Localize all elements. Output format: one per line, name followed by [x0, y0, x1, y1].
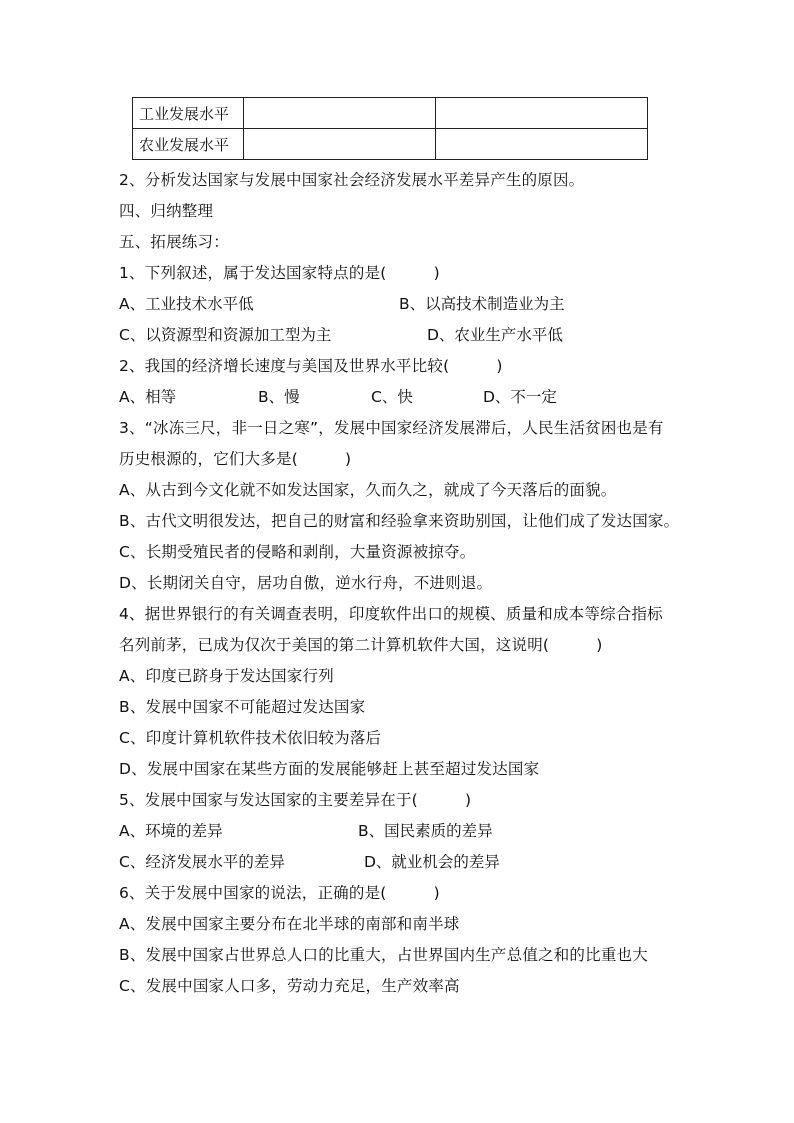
question-6-option-a: A、发展中国家主要分布在北半球的南部和南半球 [119, 915, 460, 933]
comparison-table [132, 97, 648, 160]
table-row [133, 98, 648, 129]
question-4-option-a: A、印度已跻身于发达国家行列 [119, 667, 334, 685]
section-heading-5: 五、拓展练习： [119, 233, 229, 251]
question-3-option-b: B、古代文明很发达，把自己的财富和经验拿来资助别国，让他们成了发达国家。 [119, 512, 680, 530]
question-4-stem-line1: 4、据世界银行的有关调查表明，印度软件出口的规模、质量和成本等综合指标 [119, 605, 663, 623]
question-1-option-a: A、工业技术水平低 [119, 295, 254, 313]
question-1-option-c: C、以资源型和资源加工型为主 [119, 326, 332, 344]
table-cell [244, 129, 436, 160]
question-4-option-c: C、印度计算机软件技术依旧较为落后 [119, 729, 382, 747]
question-5-option-a: A、环境的差异 [119, 822, 223, 840]
question-3-stem-line1: 3、“冰冻三尺，非一日之寒”，发展中国家经济发展滞后，人民生活贫困也是有 [119, 419, 664, 437]
question-2-option-b: B、慢 [258, 388, 300, 406]
question-4-stem-line2: 名列前茅，已成为仅次于美国的第二计算机软件大国，这说明( ) [119, 636, 603, 654]
question-2-option-c: C、快 [371, 388, 413, 406]
question-5-option-d: D、就业机会的差异 [364, 853, 500, 871]
question-4-option-b: B、发展中国家不可能超过发达国家 [119, 698, 366, 716]
question-6-option-b: B、发展中国家占世界总人口的比重大，占世界国内生产总值之和的比重也大 [119, 946, 648, 964]
question-2-option-a: A、相等 [119, 388, 177, 406]
question-5-option-c: C、经济发展水平的差异 [119, 853, 285, 871]
table-cell [436, 129, 648, 160]
question-6-option-c: C、发展中国家人口多，劳动力充足，生产效率高 [119, 977, 460, 995]
question-1-stem: 1、下列叙述，属于发达国家特点的是( ) [119, 264, 440, 282]
question-3-option-c: C、长期受殖民者的侵略和剥削，大量资源被掠夺。 [119, 543, 476, 561]
table-cell-label: 工业发展水平 [133, 98, 244, 129]
question-2-stem: 2、我国的经济增长速度与美国及世界水平比较( ) [119, 357, 503, 375]
question-2-option-d: D、不一定 [483, 388, 557, 406]
question-5-stem: 5、发展中国家与发达国家的主要差异在于( ) [119, 791, 472, 809]
table-row [133, 129, 648, 160]
question-1-option-b: B、以高技术制造业为主 [399, 295, 565, 313]
question-4-option-d: D、发展中国家在某些方面的发展能够赶上甚至超过发达国家 [119, 760, 540, 778]
question-3-option-d: D、长期闭关自守，居功自傲，逆水行舟，不进则退。 [119, 574, 493, 592]
question-6-stem: 6、关于发展中国家的说法，正确的是( ) [119, 884, 440, 902]
question-3-option-a: A、从古到今文化就不如发达国家，久而久之，就成了今天落后的面貌。 [119, 481, 617, 499]
table-cell-label: 农业发展水平 [133, 129, 244, 160]
table-cell [436, 98, 648, 129]
question-1-option-d: D、农业生产水平低 [427, 326, 563, 344]
question-5-option-b: B、国民素质的差异 [358, 822, 493, 840]
section-heading-4: 四、归纳整理 [119, 202, 214, 220]
analysis-question: 2、分析发达国家与发展中国家社会经济发展水平差异产生的原因。 [119, 171, 585, 189]
question-3-stem-line2: 历史根源的，它们大多是( ) [119, 450, 352, 468]
table-cell [244, 98, 436, 129]
